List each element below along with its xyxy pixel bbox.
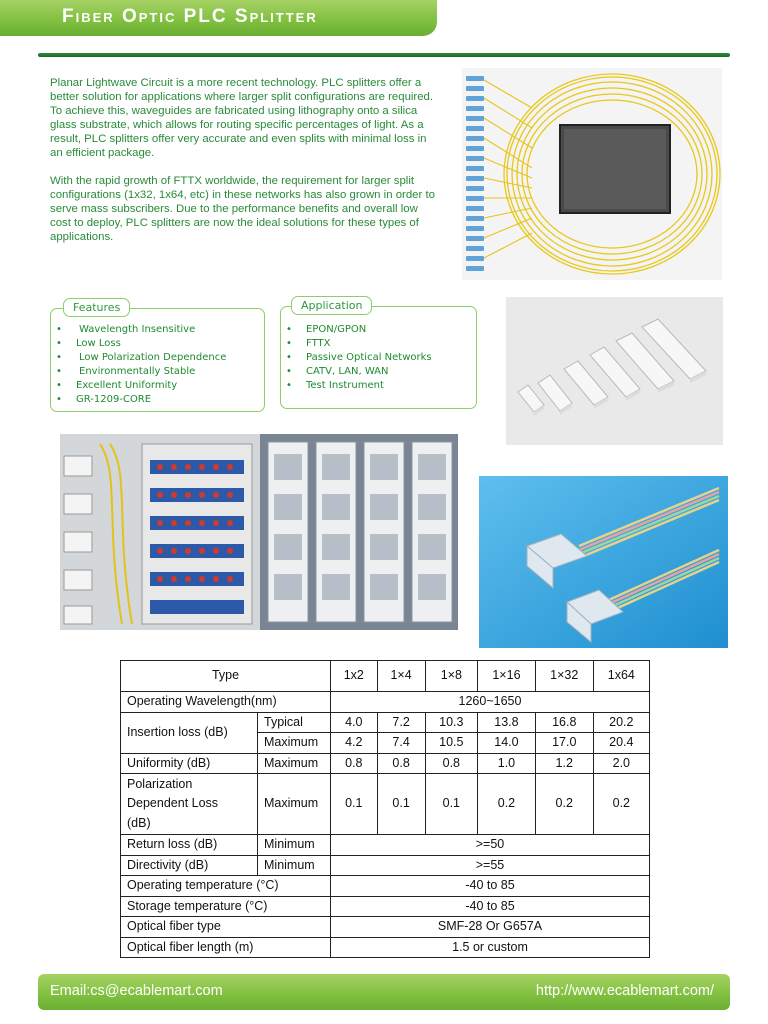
application-item: • EPON/GPON [286,324,367,335]
application-item: • FTTX [286,338,331,349]
table-row [121,774,650,835]
chip-fiber-illustration [479,476,728,648]
row-label: Optical fiber type [121,917,331,938]
cell-value: 0.8 [425,753,477,774]
st-temp-value: -40 to 85 [331,896,650,917]
op-temp-value: -40 to 85 [331,876,650,897]
row-label: Uniformity (dB) [121,753,258,774]
feature-item: • Low Loss [56,338,121,349]
row-label: Insertion loss (dB) [121,712,258,753]
row-label: Optical fiber length (m) [121,937,331,958]
plc-chips-illustration [506,297,723,445]
pdl-label-line: Polarization [127,776,193,791]
cell-value: 10.3 [425,712,477,733]
application-item: • Test Instrument [286,380,384,391]
port-header: 1x2 [331,661,378,692]
cell-value: 7.2 [377,712,425,733]
footer-bar [38,974,730,1010]
feature-item: • Environmentally Stable [56,366,196,377]
application-item: • CATV, LAN, WAN [286,366,389,377]
sub-label: Maximum [258,753,331,774]
cell-value: 0.1 [425,774,477,835]
title-banner [0,0,437,36]
cell-value: 0.2 [593,774,649,835]
table-row [121,661,650,692]
features-title: Features [63,298,130,317]
table-row [121,692,650,713]
type-header: Type [121,661,331,692]
chip-fiber-photo [479,476,728,648]
table-row [121,896,650,917]
cell-value: 7.4 [377,733,425,754]
cell-value: 16.8 [535,712,593,733]
port-header: 1x64 [593,661,649,692]
application-title: Application [291,296,372,315]
table-row [121,937,650,958]
intro-paragraph-1: Planar Lightwave Circuit is a more recent technology. PLC splitters offer a better solution for applications where larger split configurations are required. To achieve this, waveguides are fabricated using lithography onto a silica glass substrate, which allows for routing specific percentages of light. As a result, PLC splitters offer very accurate and even splits with minimal loss in an efficient package. [50,77,434,159]
cell-value: 17.0 [535,733,593,754]
header-divider [38,53,730,57]
table-row [121,876,650,897]
pdl-label-line: Dependent Loss [127,796,219,811]
application-item: • Passive Optical Networks [286,352,432,363]
cell-value: 4.0 [331,712,378,733]
table-row [121,855,650,876]
fiber-length-value: 1.5 or custom [331,937,650,958]
port-header: 1×32 [535,661,593,692]
application-list [281,307,476,393]
distribution-rack-photo [60,434,458,630]
cell-value: 2.0 [593,753,649,774]
row-label: Operating temperature (°C) [121,876,331,897]
cell-value: 0.2 [535,774,593,835]
intro-text [50,76,438,258]
features-list [51,309,264,407]
cell-value: 0.8 [377,753,425,774]
splitter-box-illustration [462,68,722,280]
cell-value: 0.2 [478,774,536,835]
port-header: 1×4 [377,661,425,692]
cell-value: 13.8 [478,712,536,733]
table-row [121,753,650,774]
sub-label: Minimum [258,835,331,856]
cell-value: 1.2 [535,753,593,774]
plc-chips-photo [506,297,723,445]
row-label: Directivity (dB) [121,855,258,876]
cell-value: 0.1 [377,774,425,835]
row-label [121,774,258,835]
directivity-value: >=55 [331,855,650,876]
website-link[interactable]: http://www.ecablemart.com/ [535,983,714,999]
features-box [50,301,265,412]
pdl-label-line: (dB) [127,815,151,830]
cell-value: 4.2 [331,733,378,754]
application-box [280,299,477,409]
row-label: Return loss (dB) [121,835,258,856]
sub-label: Maximum [258,774,331,835]
cell-value: 0.1 [331,774,378,835]
feature-item: • Wavelength Insensitive [56,324,196,335]
cell-value: 10.5 [425,733,477,754]
cell-value: 0.8 [331,753,378,774]
feature-item: • GR-1209-CORE [56,394,152,405]
splitter-box-photo [462,68,722,280]
table-row [121,712,650,733]
row-label: Operating Wavelength(nm) [121,692,331,713]
contact-email[interactable]: Email:cs@ecablemart.com [50,983,223,999]
port-header: 1×8 [425,661,477,692]
cell-value: 1.0 [478,753,536,774]
sub-label: Maximum [258,733,331,754]
feature-item: • Low Polarization Dependence [56,352,227,363]
fiber-type-value: SMF-28 Or G657A [331,917,650,938]
page-title: Fiber Optic PLC Splitter [62,6,318,27]
feature-item: • Excellent Uniformity [56,380,178,391]
row-label: Storage temperature (°C) [121,896,331,917]
cell-value: 14.0 [478,733,536,754]
spec-table [120,660,650,958]
sub-label: Typical [258,712,331,733]
table-row [121,917,650,938]
wavelength-value: 1260~1650 [331,692,650,713]
table-row [121,835,650,856]
intro-paragraph-2: With the rapid growth of FTTX worldwide, the requirement for larger split configurations (1x32, 1x64, etc) in these networks has also grown in order to serve mass subscribers. Due to the performance benefits and overall low cost to deploy, PLC splitters are now the ideal solutions for these types of applications. [50,175,435,243]
port-header: 1×16 [478,661,536,692]
sub-label: Minimum [258,855,331,876]
return-loss-value: >=50 [331,835,650,856]
cell-value: 20.2 [593,712,649,733]
cell-value: 20.4 [593,733,649,754]
distribution-rack-illustration [60,434,458,630]
